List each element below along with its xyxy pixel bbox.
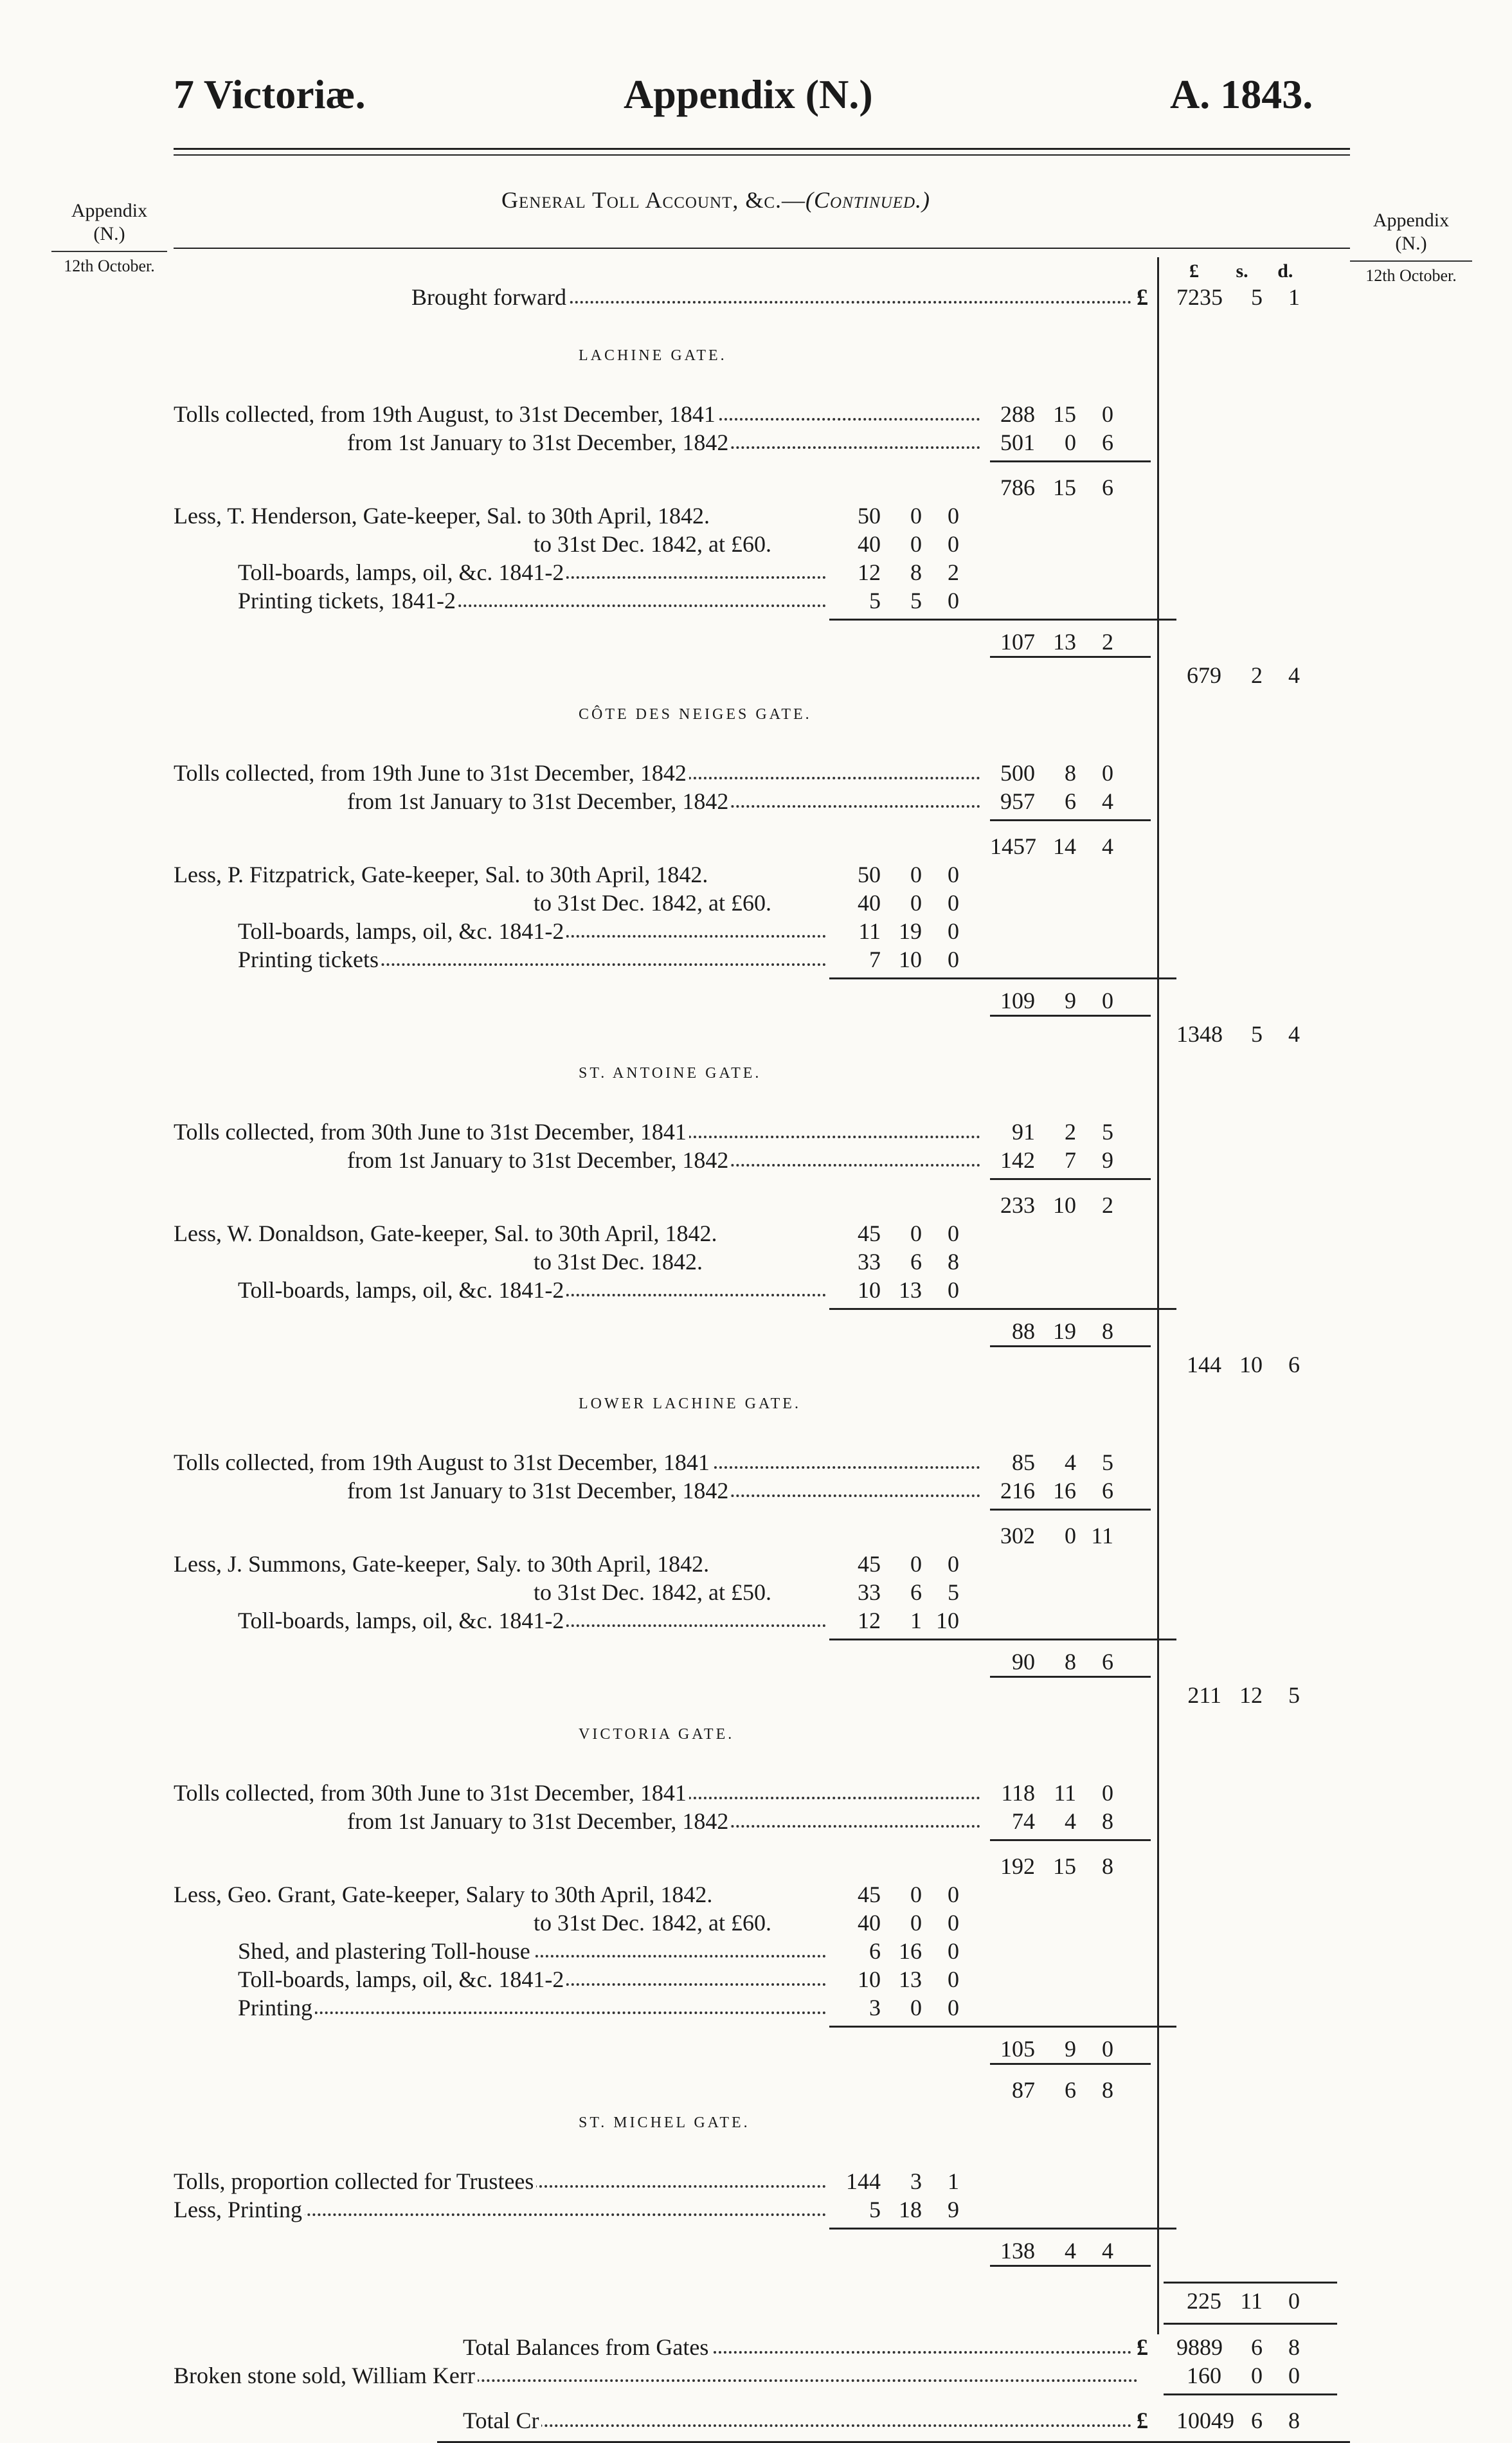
gate-2-collected-1-text: from 1st January to 31st December, 1842: [347, 1147, 731, 1173]
header-year: A. 1843.: [1170, 71, 1313, 117]
gate-5-entry-1-text: Less, Printing: [174, 2197, 305, 2222]
gate-2-less-2: [238, 1276, 826, 1304]
gate-1-collected-1-amount-pounds: 957: [1000, 788, 1035, 814]
total-gates-amount-pence: 8: [1288, 2334, 1300, 2360]
gate-2-less-1-amount-pounds: 33: [858, 1249, 881, 1275]
gate-3-less-1: [534, 1578, 826, 1606]
brought-forward-amount-pence: 1: [1288, 284, 1300, 310]
total-cr-amount-pounds: 10049: [1176, 2408, 1234, 2433]
gate-3-less-total-pence: 6: [1102, 1649, 1113, 1675]
gate-1-less-2-amount-shillings: 19: [899, 918, 922, 944]
gate-1-less-2: [238, 917, 826, 945]
gate-4-less-0-amount-shillings: 0: [910, 1882, 922, 1907]
gate-5-entry-0-amount-pence: 1: [948, 2168, 959, 2194]
gate-3-less-rule: [829, 1639, 1176, 1640]
gate-5-net-pence: 4: [1102, 2238, 1113, 2264]
gate-0-less-2-amount-pounds: 12: [858, 559, 881, 585]
gate-4-less-2-amount-pence: 0: [948, 1938, 959, 1964]
gate-4-less-4-amount-shillings: 0: [910, 1995, 922, 2021]
gate-0-less-1-amount-pence: 0: [948, 531, 959, 557]
gate-2-less-total-shillings: 19: [1053, 1318, 1076, 1344]
gate-0-subtotal-rule: [990, 460, 1151, 462]
gate-4-net-rule: [990, 2063, 1151, 2065]
gate-1-less-3: [238, 945, 826, 974]
gate-3-subtotal-shillings: 0: [1065, 1523, 1076, 1548]
gate-4-less-4: [238, 1993, 826, 2022]
gate-0-less-1-amount-shillings: 0: [910, 531, 922, 557]
total-cr-currency: £: [1137, 2408, 1148, 2433]
gate-1-less-1: [534, 889, 826, 917]
gate-5-net-pounds: 138: [1000, 2238, 1035, 2264]
gate-0-collected-0-amount-pence: 0: [1102, 401, 1113, 427]
gate-5-entry-0-amount-shillings: 3: [910, 2168, 922, 2194]
gate-2-less-total-pounds: 88: [1012, 1318, 1035, 1344]
gate-5-entry-1: [174, 2195, 826, 2224]
gate-2-collected-1-amount-shillings: 7: [1065, 1147, 1076, 1173]
gate-0-subtotal-shillings: 15: [1053, 475, 1076, 500]
margin-right-brace: [1350, 260, 1472, 266]
gate-2-less-0-text: Less, W. Donaldson, Gate-keeper, Sal. to 30th April, 1842.: [174, 1221, 719, 1246]
gate-1-less-0-text: Less, P. Fitzpatrick, Gate-keeper, Sal. to 30th April, 1842.: [174, 862, 710, 887]
gate-0-less-0-amount-shillings: 0: [910, 503, 922, 529]
gate-0-collected-1-amount-shillings: 0: [1065, 430, 1076, 455]
gate-3-title: LOWER LACHINE GATE.: [579, 1395, 801, 1412]
gate-2-less-1-amount-shillings: 6: [910, 1249, 922, 1275]
gate-5-combined-balance-pounds: 225: [1187, 2288, 1221, 2314]
total-gates-amount-pounds: 9889: [1176, 2334, 1223, 2360]
column-rule: [1157, 257, 1159, 2334]
gate-4-less-1: [534, 1909, 826, 1937]
total-gates-currency: £: [1137, 2334, 1148, 2360]
gate-4-less-2-amount-shillings: 16: [899, 1938, 922, 1964]
gate-1-collected-0-text: Tolls collected, from 19th June to 31st December, 1842: [174, 760, 689, 786]
margin-right-code: (N.): [1395, 233, 1427, 254]
gate-2-subtotal-rule: [990, 1178, 1151, 1180]
gate-1-collected-0-amount-pence: 0: [1102, 760, 1113, 786]
gate-3-less-0: [174, 1550, 826, 1578]
gate-0-title: LACHINE GATE.: [579, 347, 727, 364]
gate-3-less-1-text: to 31st Dec. 1842, at £50.: [534, 1579, 774, 1605]
gate-4-less-3-amount-pence: 0: [948, 1966, 959, 1992]
gate-4-less-3-amount-pounds: 10: [858, 1966, 881, 1992]
gate-0-collected-0-amount-shillings: 15: [1053, 401, 1076, 427]
gate-5-entry-1-amount-shillings: 18: [899, 2197, 922, 2222]
header-rule: [174, 148, 1350, 150]
gate-1-balance-shillings: 5: [1251, 1021, 1263, 1047]
gate-1-balance-pence: 4: [1288, 1021, 1300, 1047]
gate-4-less-2: [238, 1937, 826, 1965]
gate-2-less-1-amount-pence: 8: [948, 1249, 959, 1275]
gate-0-less-rule: [829, 619, 1176, 621]
gate-4-less-1-amount-pence: 0: [948, 1910, 959, 1936]
broken-stone-amount-pence: 0: [1288, 2363, 1300, 2388]
gate-4-collected-0-text: Tolls collected, from 30th June to 31st December, 1841: [174, 1780, 689, 1806]
gate-1-collected-0: [174, 759, 980, 787]
gate-3-net-rule: [990, 1676, 1151, 1678]
gate-2-less-0-amount-pounds: 45: [858, 1221, 881, 1246]
gate-2-less-0: [174, 1219, 826, 1248]
gate-0-less-1: [534, 530, 826, 558]
gate-1-collected-1: [347, 787, 980, 815]
gate-0-subtotal-pounds: 786: [1000, 475, 1035, 500]
gate-5-net-shillings: 4: [1065, 2238, 1076, 2264]
gate-4-less-1-amount-shillings: 0: [910, 1910, 922, 1936]
gate-1-collected-1-amount-pence: 4: [1102, 788, 1113, 814]
margin-left-note: [45, 199, 174, 276]
gate-0-collected-1: [347, 428, 980, 457]
gate-0-less-0-amount-pounds: 50: [858, 503, 881, 529]
gate-0-less-3-amount-pence: 0: [948, 588, 959, 613]
gate-4-collected-0-amount-pence: 0: [1102, 1780, 1113, 1806]
gate-0-less-1-text: to 31st Dec. 1842, at £60.: [534, 531, 774, 557]
title-rule: [174, 248, 1350, 249]
gate-0-collected-1-amount-pence: 6: [1102, 430, 1113, 455]
gate-4-less-3-text: Toll-boards, lamps, oil, &c. 1841-2: [238, 1966, 566, 1992]
gate-1-less-1-amount-pounds: 40: [858, 890, 881, 916]
gate-4-subtotal-pounds: 192: [1000, 1853, 1035, 1879]
gate-1-collected-0-amount-shillings: 8: [1065, 760, 1076, 786]
gate-2-subtotal-pence: 2: [1102, 1192, 1113, 1218]
gate-0-net-rule: [990, 656, 1151, 658]
gate-0-less-0-text: Less, T. Henderson, Gate-keeper, Sal. to 30th April, 1842.: [174, 503, 712, 529]
gate-3-less-total-pounds: 90: [1012, 1649, 1035, 1675]
gate-1-title: CÔTE DES NEIGES GATE.: [579, 706, 812, 723]
gate-4-less-total-shillings: 9: [1065, 2036, 1076, 2062]
gate-4-less-0-text: Less, Geo. Grant, Gate-keeper, Salary to 30th April, 1842.: [174, 1882, 715, 1907]
gate-4-collected-0-amount-shillings: 11: [1054, 1780, 1076, 1806]
total-gates-label: [463, 2333, 1131, 2361]
gate-4-less-3-amount-shillings: 13: [899, 1966, 922, 1992]
gate-3-less-2: [238, 1606, 826, 1635]
gate-2-collected-0-amount-pounds: 91: [1012, 1119, 1035, 1145]
gate-0-balance-shillings: 2: [1251, 662, 1263, 688]
margin-left-code: (N.): [93, 223, 125, 244]
gate-3-collected-0-amount-pence: 5: [1102, 1449, 1113, 1475]
gate-4-title: VICTORIA GATE.: [579, 1726, 735, 1743]
gate-5-entry-1-amount-pence: 9: [948, 2197, 959, 2222]
gate-4-less-0: [174, 1880, 826, 1909]
gate-1-less-rule: [829, 977, 1176, 979]
gate-1-less-0-amount-pounds: 50: [858, 862, 881, 887]
gate-1-less-3-amount-shillings: 10: [899, 947, 922, 972]
gate-3-balance-pounds: 211: [1187, 1682, 1221, 1708]
gate-1-net-rule: [990, 1015, 1151, 1017]
gate-3-collected-1-amount-shillings: 16: [1053, 1478, 1076, 1503]
gate-1-less-3-amount-pence: 0: [948, 947, 959, 972]
gate-3-less-2-amount-shillings: 1: [910, 1608, 922, 1633]
totals-rule-mid: [1164, 2393, 1337, 2395]
gate-0-less-3: [238, 586, 826, 615]
gate-3-less-0-text: Less, J. Summons, Gate-keeper, Saly. to 30th April, 1842.: [174, 1551, 712, 1577]
gate-3-subtotal-pence: 11: [1091, 1523, 1113, 1548]
gate-3-collected-1-amount-pounds: 216: [1000, 1478, 1035, 1503]
gate-2-balance-pounds: 144: [1187, 1352, 1221, 1377]
gate-0-less-2-amount-pence: 2: [948, 559, 959, 585]
gate-2-collected-0-text: Tolls collected, from 30th June to 31st December, 1841: [174, 1119, 689, 1145]
margin-left-appendix: Appendix: [71, 200, 148, 221]
gate-3-collected-1-text: from 1st January to 31st December, 1842: [347, 1478, 731, 1503]
gate-2-balance-shillings: 10: [1239, 1352, 1263, 1377]
gate-2-less-1: [534, 1248, 826, 1276]
total-gates-label-text: Total Balances from Gates: [463, 2334, 711, 2360]
gate-2-less-0-amount-pence: 0: [948, 1221, 959, 1246]
margin-left-date: 12th October.: [64, 257, 155, 275]
gate-4-collected-0-amount-pounds: 118: [1001, 1780, 1035, 1806]
gate-4-collected-1-amount-pounds: 74: [1012, 1808, 1035, 1834]
gate-3-less-1-amount-pence: 5: [948, 1579, 959, 1605]
gate-0-less-2-amount-shillings: 8: [910, 559, 922, 585]
gate-0-less-total-pence: 2: [1102, 629, 1113, 655]
gate-1-less-0: [174, 860, 826, 889]
gate-5-entry-0: [174, 2167, 826, 2195]
gate-1-less-total-pence: 0: [1102, 988, 1113, 1013]
margin-right-note: [1344, 209, 1479, 286]
total-cr-amount-shillings: 6: [1251, 2408, 1263, 2433]
gate-5-entry-0-amount-pounds: 144: [846, 2168, 881, 2194]
gate-2-collected-0-amount-pence: 5: [1102, 1119, 1113, 1145]
gate-4-subtotal-rule: [990, 1839, 1151, 1841]
gate-0-less-total-pounds: 107: [1000, 629, 1035, 655]
currency-header: [1189, 257, 1293, 286]
gate-5-entry-1-amount-pounds: 5: [869, 2197, 881, 2222]
gate-3-less-2-text: Toll-boards, lamps, oil, &c. 1841-2: [238, 1608, 566, 1633]
gate-1-less-3-text: Printing tickets: [238, 947, 381, 972]
total-cr-amount-pence: 8: [1288, 2408, 1300, 2433]
gate-1-less-0-amount-pence: 0: [948, 862, 959, 887]
brought-forward-amount-pounds: 7235: [1176, 284, 1223, 310]
gate-2-subtotal-shillings: 10: [1053, 1192, 1076, 1218]
gate-4-balance-pence: 8: [1102, 2077, 1113, 2103]
total-gates-amount-shillings: 6: [1251, 2334, 1263, 2360]
gate-0-less-3-amount-shillings: 5: [910, 588, 922, 613]
page-title: [501, 186, 930, 213]
gate-1-collected-1-amount-shillings: 6: [1065, 788, 1076, 814]
gate-4-collected-1-text: from 1st January to 31st December, 1842: [347, 1808, 731, 1834]
gate-0-less-0-amount-pence: 0: [948, 503, 959, 529]
gate-2-less-2-text: Toll-boards, lamps, oil, &c. 1841-2: [238, 1277, 566, 1303]
gate-3-collected-0-text: Tolls collected, from 19th August to 31st December, 1841: [174, 1449, 712, 1475]
gate-4-less-4-text: Printing: [238, 1995, 315, 2021]
currency-pence: d.: [1277, 260, 1293, 282]
total-cr-label: [463, 2406, 1131, 2435]
header-rule-thin: [174, 154, 1350, 156]
brought-forward-amount-shillings: 5: [1251, 284, 1263, 310]
gate-3-collected-0: [174, 1448, 980, 1476]
margin-right-appendix: Appendix: [1372, 210, 1450, 231]
gate-1-less-2-text: Toll-boards, lamps, oil, &c. 1841-2: [238, 918, 566, 944]
gate-5-net-rule: [990, 2265, 1151, 2267]
gate-4-collected-1-amount-pence: 8: [1102, 1808, 1113, 1834]
gate-2-balance-pence: 6: [1288, 1352, 1300, 1377]
gate-2-collected-1: [347, 1146, 980, 1174]
gate-2-collected-1-amount-pence: 9: [1102, 1147, 1113, 1173]
gate-2-less-total-pence: 8: [1102, 1318, 1113, 1344]
gate-1-less-total-shillings: 9: [1065, 988, 1076, 1013]
gate-4-less-4-amount-pence: 0: [948, 1995, 959, 2021]
gate-3-less-0-amount-shillings: 0: [910, 1551, 922, 1577]
gate-1-collected-1-text: from 1st January to 31st December, 1842: [347, 788, 731, 814]
gate-3-less-1-amount-shillings: 6: [910, 1579, 922, 1605]
gate-5-combined-rule: [1164, 2282, 1337, 2284]
totals-rule-top: [1164, 2323, 1337, 2325]
gate-0-less-3-amount-pounds: 5: [869, 588, 881, 613]
gate-1-less-total-pounds: 109: [1000, 988, 1035, 1013]
gate-0-collected-0-amount-pounds: 288: [1000, 401, 1035, 427]
gate-4-less-2-text: Shed, and plastering Toll-house: [238, 1938, 533, 1964]
gate-4-less-0-amount-pounds: 45: [858, 1882, 881, 1907]
broken-stone-amount-shillings: 0: [1251, 2363, 1263, 2388]
gate-2-less-1-text: to 31st Dec. 1842.: [534, 1249, 705, 1275]
gate-3-subtotal-rule: [990, 1509, 1151, 1511]
gate-3-less-2-amount-pence: 10: [936, 1608, 959, 1633]
gate-1-less-1-amount-pence: 0: [948, 890, 959, 916]
gate-4-less-rule: [829, 2026, 1176, 2028]
gate-1-less-2-amount-pence: 0: [948, 918, 959, 944]
brought-forward-label-text: Brought forward: [411, 284, 569, 310]
gate-1-less-3-amount-pounds: 7: [869, 947, 881, 972]
currency-pounds: £: [1189, 260, 1199, 282]
gate-0-balance-pence: 4: [1288, 662, 1300, 688]
header-session: 7 Victoriæ.: [174, 71, 366, 117]
gate-3-collected-0-amount-shillings: 4: [1065, 1449, 1076, 1475]
gate-3-less-0-amount-pence: 0: [948, 1551, 959, 1577]
gate-3-balance-shillings: 12: [1239, 1682, 1263, 1708]
gate-0-less-2-text: Toll-boards, lamps, oil, &c. 1841-2: [238, 559, 566, 585]
gate-0-less-total-shillings: 13: [1053, 629, 1076, 655]
gate-4-less-0-amount-pence: 0: [948, 1882, 959, 1907]
title-continued: (Continued.): [806, 187, 931, 213]
gate-4-less-1-text: to 31st Dec. 1842, at £60.: [534, 1910, 774, 1936]
brought-forward-currency: £: [1137, 284, 1148, 310]
gate-5-net-rule-top: [829, 2228, 1176, 2230]
gate-2-less-2-amount-shillings: 13: [899, 1277, 922, 1303]
margin-right-date: 12th October.: [1365, 266, 1457, 285]
header-appendix: Appendix (N.): [624, 71, 873, 117]
gate-1-less-1-text: to 31st Dec. 1842, at £60.: [534, 890, 774, 916]
gate-1-subtotal-pence: 4: [1102, 833, 1113, 859]
gate-5-combined-balance-shillings: 11: [1240, 2288, 1263, 2314]
gate-4-balance-shillings: 6: [1065, 2077, 1076, 2103]
gate-0-collected-1-text: from 1st January to 31st December, 1842: [347, 430, 731, 455]
gate-4-less-total-pence: 0: [1102, 2036, 1113, 2062]
gate-0-subtotal-pence: 6: [1102, 475, 1113, 500]
broken-stone-amount-pounds: 160: [1187, 2363, 1221, 2388]
gate-5-entry-0-text: Tolls, proportion collected for Trustees: [174, 2168, 536, 2194]
gate-4-less-3: [238, 1965, 826, 1993]
gate-2-collected-0-amount-shillings: 2: [1065, 1119, 1076, 1145]
gate-0-balance-pounds: 679: [1187, 662, 1221, 688]
gate-0-less-3-text: Printing tickets, 1841-2: [238, 588, 458, 613]
gate-0-less-2: [238, 558, 826, 586]
gate-2-less-2-amount-pounds: 10: [858, 1277, 881, 1303]
gate-3-subtotal-pounds: 302: [1000, 1523, 1035, 1548]
gate-5-combined-balance-pence: 0: [1288, 2288, 1300, 2314]
gate-4-collected-0: [174, 1779, 980, 1807]
title-text: General Toll Account, &c.—: [501, 187, 806, 213]
gate-2-collected-1-amount-pounds: 142: [1000, 1147, 1035, 1173]
gate-0-less-1-amount-pounds: 40: [858, 531, 881, 557]
broken-stone-label-text: Broken stone sold, William Kerr: [174, 2363, 478, 2388]
broken-stone-label: [174, 2361, 1138, 2390]
gate-3-collected-1-amount-pence: 6: [1102, 1478, 1113, 1503]
gate-0-collected-1-amount-pounds: 501: [1000, 430, 1035, 455]
gate-3-less-total-shillings: 8: [1065, 1649, 1076, 1675]
gate-1-subtotal-rule: [990, 819, 1151, 821]
gate-5-title: ST. MICHEL GATE.: [579, 2114, 750, 2131]
brought-forward-label: [411, 283, 1131, 311]
gate-2-net-rule: [990, 1345, 1151, 1347]
gate-3-less-2-amount-pounds: 12: [858, 1608, 881, 1633]
gate-4-subtotal-pence: 8: [1102, 1853, 1113, 1879]
gate-4-less-2-amount-pounds: 6: [869, 1938, 881, 1964]
gate-2-less-rule: [829, 1308, 1176, 1310]
gate-3-balance-pence: 5: [1288, 1682, 1300, 1708]
gate-0-less-0: [174, 502, 826, 530]
gate-2-less-0-amount-shillings: 0: [910, 1221, 922, 1246]
gate-3-collected-0-amount-pounds: 85: [1012, 1449, 1035, 1475]
gate-4-less-1-amount-pounds: 40: [858, 1910, 881, 1936]
gate-4-collected-1: [347, 1807, 980, 1835]
gate-1-subtotal-pounds: 1457: [990, 833, 1036, 859]
gate-1-less-1-amount-shillings: 0: [910, 890, 922, 916]
gate-2-subtotal-pounds: 233: [1000, 1192, 1035, 1218]
gate-1-subtotal-shillings: 14: [1053, 833, 1076, 859]
gate-2-title: ST. ANTOINE GATE.: [579, 1065, 762, 1082]
gate-0-collected-0: [174, 400, 980, 428]
currency-shillings: s.: [1236, 260, 1248, 282]
gate-2-collected-0: [174, 1118, 980, 1146]
gate-3-less-1-amount-pounds: 33: [858, 1579, 881, 1605]
gate-1-balance-pounds: 1348: [1176, 1021, 1223, 1047]
gate-4-balance-pounds: 87: [1012, 2077, 1035, 2103]
gate-4-subtotal-shillings: 15: [1053, 1853, 1076, 1879]
total-cr-label-text: Total Cr: [463, 2408, 541, 2433]
gate-2-less-2-amount-pence: 0: [948, 1277, 959, 1303]
gate-1-collected-0-amount-pounds: 500: [1000, 760, 1035, 786]
gate-4-less-4-amount-pounds: 3: [869, 1995, 881, 2021]
gate-4-collected-1-amount-shillings: 4: [1065, 1808, 1076, 1834]
gate-0-collected-0-text: Tolls collected, from 19th August, to 31st December, 1841: [174, 401, 718, 427]
gate-1-less-0-amount-shillings: 0: [910, 862, 922, 887]
margin-left-brace: [51, 251, 167, 256]
gate-4-less-total-pounds: 105: [1000, 2036, 1035, 2062]
gate-3-less-0-amount-pounds: 45: [858, 1551, 881, 1577]
gate-3-collected-1: [347, 1476, 980, 1505]
gate-1-less-2-amount-pounds: 11: [858, 918, 881, 944]
